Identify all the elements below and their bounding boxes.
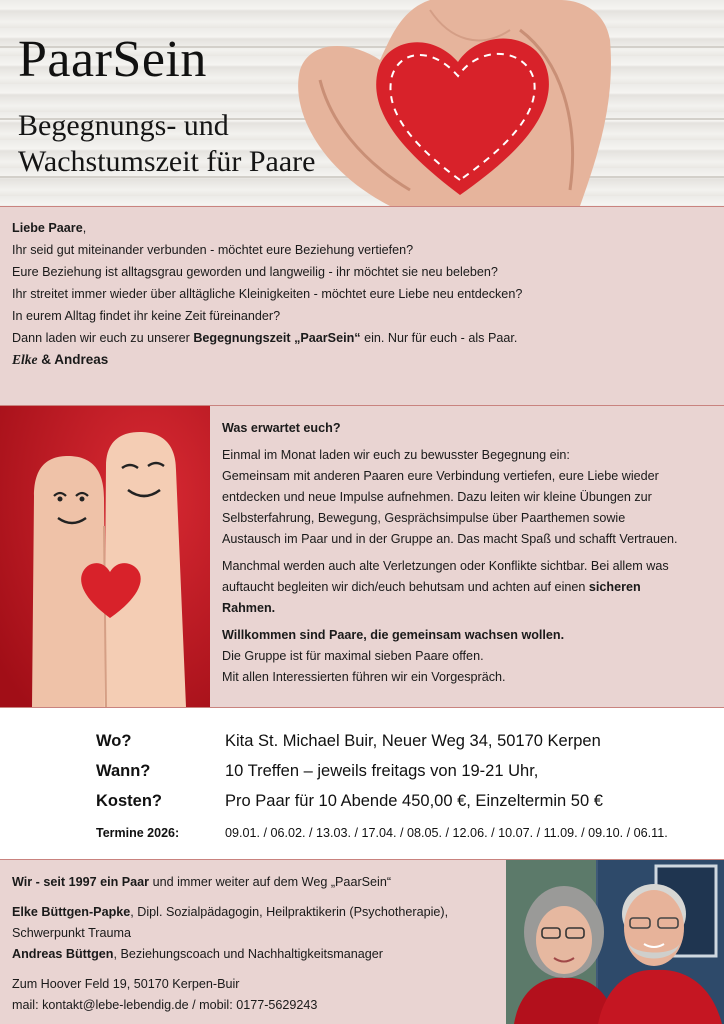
- description-section: [0, 406, 724, 708]
- header-banner: [0, 0, 724, 206]
- person-2-name: Andreas Büttgen: [12, 947, 114, 961]
- signature-name-2: Andreas: [54, 352, 109, 367]
- greeting-bold: Liebe Paare: [12, 221, 83, 235]
- cost-label: Kosten?: [96, 792, 162, 810]
- person-1: [12, 902, 502, 923]
- person-2: [12, 944, 502, 965]
- description-line: Austausch im Paar und in der Gruppe an. Das macht Spaß und schafft Vertrauen.: [222, 532, 678, 546]
- description-line: [222, 577, 718, 598]
- intro-line: In eurem Alltag findet ihr keine Zeit füreinander?: [12, 309, 281, 323]
- description-line: Manchmal werden auch alte Verletzungen oder Konflikte sichtbar. Bei allem was: [222, 559, 669, 573]
- intro-section: [0, 206, 724, 406]
- about-bold: Wir - seit 1997 ein Paar: [12, 875, 150, 889]
- welcome-heading: [222, 625, 718, 646]
- signature: [12, 349, 724, 371]
- where-label: Wo?: [96, 732, 132, 750]
- invitation-pre: Dann laden wir euch zu unserer: [12, 331, 194, 345]
- description-line: [222, 598, 718, 619]
- description-line: Gemeinsam mit anderen Paaren eure Verbindung vertiefen, eure Liebe wieder: [222, 469, 659, 483]
- description-line-pre: auftaucht begleiten wir dich/euch behutsam und achten auf einen: [222, 580, 589, 594]
- event-info-section: [0, 708, 724, 860]
- welcome-bold: Willkommen sind Paare, die gemeinsam wachsen wollen.: [222, 628, 565, 642]
- subtitle-line: Begegnungs- und: [18, 109, 229, 142]
- hands-holding-heart-image: [280, 0, 620, 206]
- person-1-name: Elke Büttgen-Papke: [12, 905, 131, 919]
- signature-name-1: Elke: [12, 352, 38, 367]
- invitation-line: [12, 327, 724, 349]
- where-value: Kita St. Michael Buir, Neuer Weg 34, 50170 Kerpen: [225, 732, 601, 750]
- description-text: [222, 418, 718, 688]
- welcome-line: Die Gruppe ist für maximal sieben Paare offen.: [222, 649, 484, 663]
- description-heading: [222, 418, 718, 439]
- contact-line: mail: kontakt@lebe-lebendig.de / mobil: 0177-5629243: [12, 998, 318, 1012]
- signature-amp: &: [37, 352, 55, 367]
- person-2-title: , Beziehungscoach und Nachhaltigkeitsmanager: [113, 947, 384, 961]
- page-title: PaarSein: [18, 31, 207, 88]
- when-value: 10 Treffen – jeweils freitags von 19-21 Uhr,: [225, 762, 539, 780]
- intro-line: Ihr seid gut miteinander verbunden - möchtet eure Beziehung vertiefen?: [12, 243, 414, 257]
- person-1-title: , Dipl. Sozialpädagogin, Heilpraktikerin (Psychotherapie),: [130, 905, 449, 919]
- couple-photo: [506, 860, 724, 1024]
- greeting-rest: ,: [82, 221, 87, 235]
- fingers-with-faces-image: [0, 406, 210, 707]
- description-line: Selbsterfahrung, Bewegung, Gesprächsimpulse über Paarthemen sowie: [222, 511, 626, 525]
- about-rest: und immer weiter auf dem Weg „PaarSein“: [149, 875, 392, 889]
- welcome-line: Mit allen Interessierten führen wir ein Vorgespräch.: [222, 670, 506, 684]
- dates-label: Termine 2026:: [96, 826, 180, 840]
- description-line-bold: sicheren: [588, 580, 641, 594]
- description-line: Einmal im Monat laden wir euch zu bewusster Begegnung ein:: [222, 448, 570, 462]
- contact-text: [12, 872, 502, 1016]
- page-subtitle: [18, 108, 315, 180]
- intro-line: Eure Beziehung ist alltagsgrau geworden und langweilig - ihr möchtet sie neu beleben?: [12, 265, 498, 279]
- intro-line: Ihr streitet immer wieder über alltägliche Kleinigkeiten - möchtet eure Liebe neu entdecken?: [12, 287, 523, 301]
- cost-value: Pro Paar für 10 Abende 450,00 €, Einzeltermin 50 €: [225, 792, 603, 810]
- heading-text: Was erwartet euch?: [222, 421, 341, 435]
- dates-value: 09.01. / 06.02. / 13.03. / 17.04. / 08.05. / 12.06. / 10.07. / 11.09. / 09.10. / 06.11.: [225, 826, 668, 840]
- invitation-post: ein. Nur für euch - als Paar.: [360, 331, 518, 345]
- contact-section: [0, 860, 724, 1024]
- greeting: [12, 217, 724, 239]
- invitation-bold: Begegnungszeit „PaarSein“: [193, 331, 361, 345]
- person-1-focus: Schwerpunkt Trauma: [12, 926, 131, 940]
- address: Zum Hoover Feld 19, 50170 Kerpen-Buir: [12, 977, 240, 991]
- description-line-bold: Rahmen.: [222, 601, 276, 615]
- when-label: Wann?: [96, 762, 151, 780]
- about-line: [12, 872, 502, 893]
- subtitle-line: Wachstumszeit für Paare: [18, 145, 316, 178]
- description-line: entdecken und neue Impulse aufnehmen. Dazu leiten wir kleine Übungen zur: [222, 490, 652, 504]
